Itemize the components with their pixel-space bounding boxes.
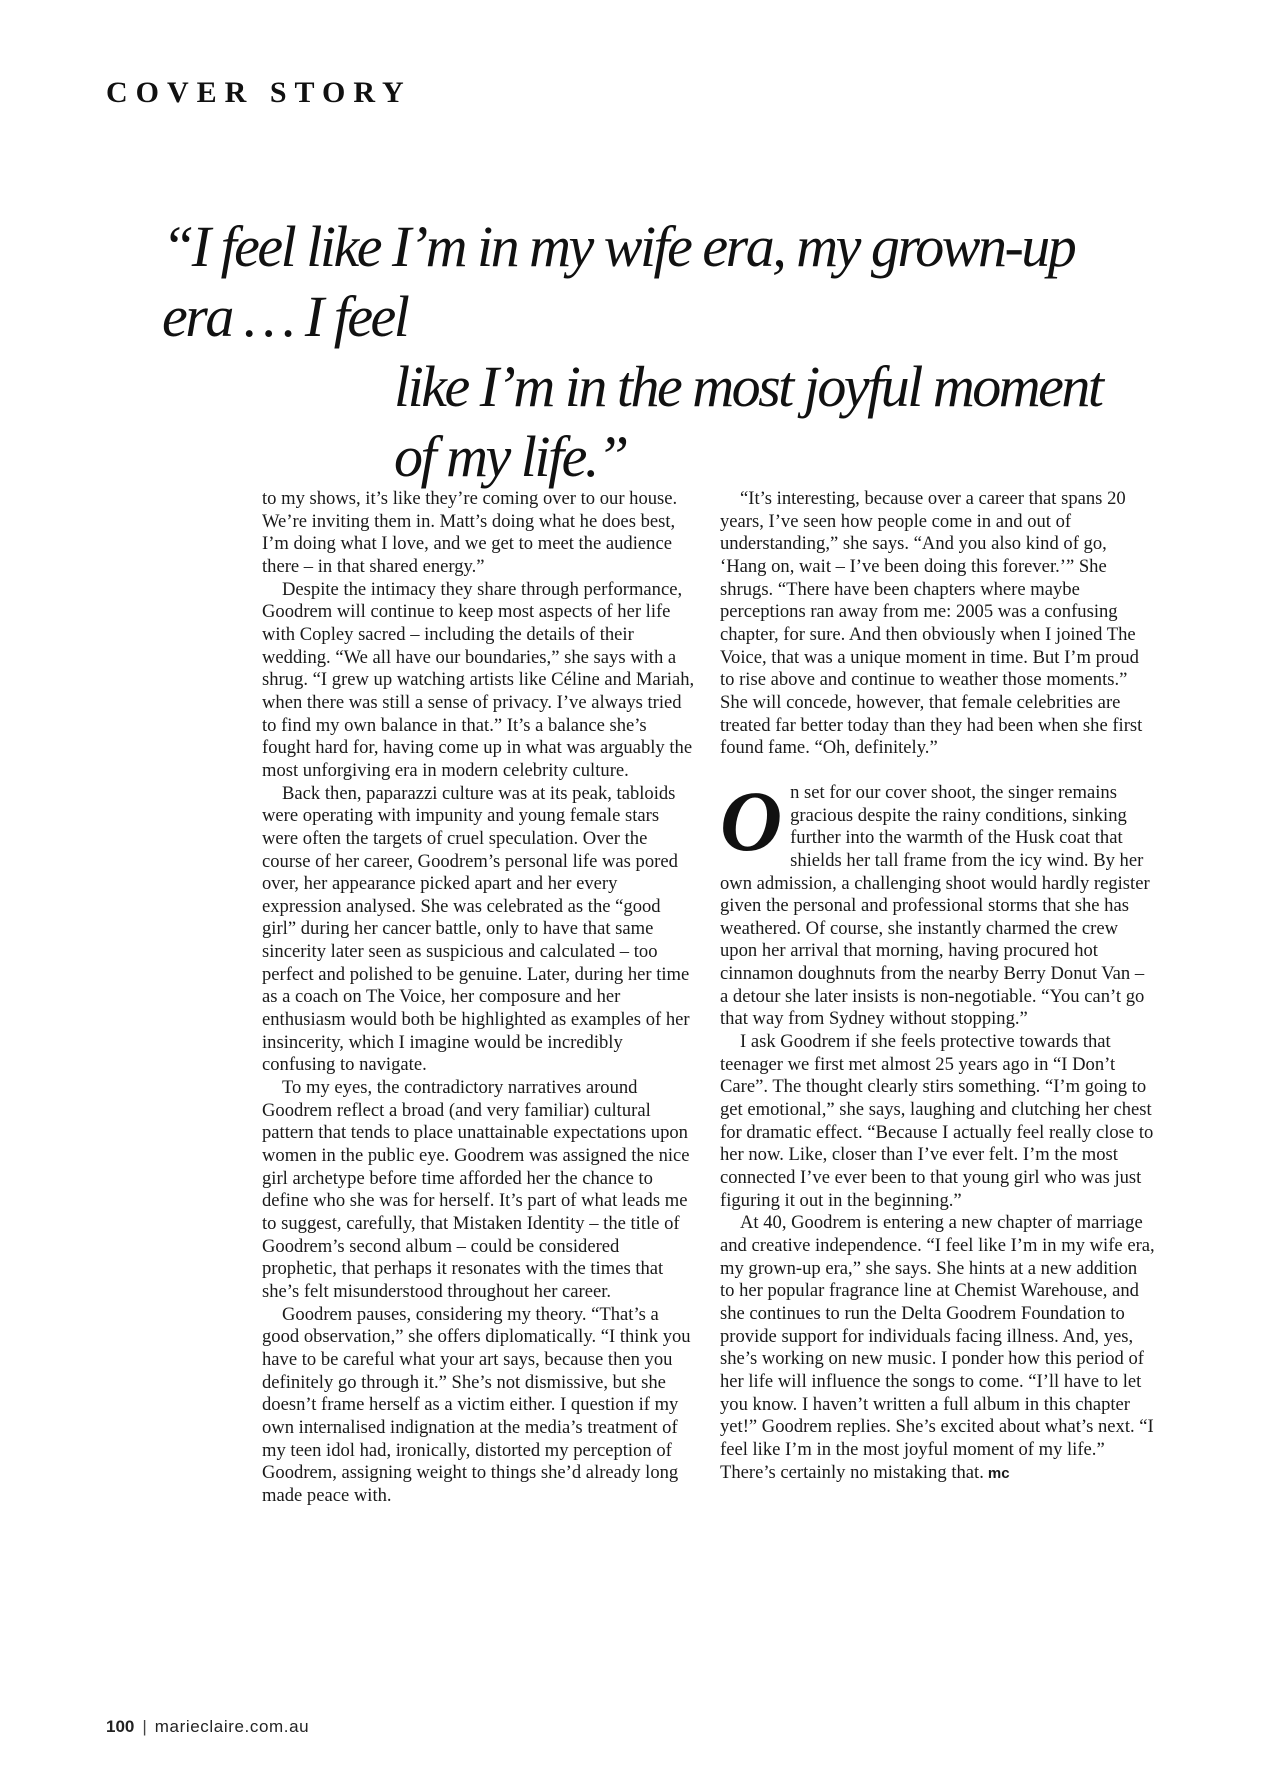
article-paragraph: To my eyes, the contradictory narratives around Goodrem reflect a broad (and very familiar) cultural pattern that tends to place unattainable expectations upon women in the public eye. Goodrem was assigned the nice girl archetype before time afforded her the chance to define who she was for herself. It’s part of what leads me to suggest, carefully, that Mistaken Identity – the title of Goodrem’s second album – could be considered prophetic, that perhaps it resonates with the times that she’s felt misunderstood throughout her career. <box>262 1077 690 1302</box>
drop-cap-paragraph-text: n set for our cover shoot, the singer remains gracious despite the rainy conditions, sinking further into the warmth of the Husk coat that shields her tall frame from the icy wind. By her own admission, a challenging shoot would hardly register given the personal and professional storms that she has weathered. Of course, she instantly charmed the crew upon her arrival that morning, having procured hot cinnamon doughnuts from the nearby Berry Donut Van – a detour she later insists is non-negotiable. “You can’t go that way from Sydney without stopping.” <box>720 781 1150 1030</box>
section-label: COVER STORY <box>106 76 412 109</box>
article-paragraph: “It’s interesting, because over a career that spans 20 years, I’ve seen how people come in and out of understanding,” she says. “And you also kind of go, ‘Hang on, wait – I’ve been doing this forever.’” She shrugs. “There have been chapters where maybe perceptions ran away from me: 2005 was a confusing chapter, for sure. And then obviously when I joined The Voice, that was a unique moment in time. But I’m proud to rise above and continue to weather those moments.” She will concede, however, that female celebrities are treated far better today than they had been when she first found fame. “Oh, definitely.” <box>720 488 1143 759</box>
pull-quote-line-1: “I feel like I’m in my wife era, my grown-up era … I feel <box>162 214 1075 349</box>
pull-quote <box>130 212 1140 492</box>
article-column-right <box>720 488 1156 1485</box>
article-column-left <box>262 488 698 1508</box>
drop-cap: O <box>720 772 783 869</box>
article-closing-text: At 40, Goodrem is entering a new chapter of marriage and creative independence. “I feel like I’m in my wife era, my grown-up era,” she says. She hints at a new addition to her popular fragrance line at Chemist Warehouse, and she continues to run the Delta Goodrem Foundation to provide support for individuals facing illness. And, yes, she’s working on new music. I ponder how this period of her life will influence the songs to come. “I’ll have to let you know. I haven’t written a full album in this chapter yet!” Goodrem replies. She’s excited about what’s next. “I feel like I’m in the most joyful moment of my life.” There’s certainly no mistaking that. <box>720 1212 1155 1483</box>
article-paragraph: to my shows, it’s like they’re coming over to our house. We’re inviting them in. Matt’s doing what he does best, I’m doing what I love, and we get to meet the audience there – in that shared energy.” <box>262 488 678 577</box>
article-paragraph: Back then, paparazzi culture was at its peak, tabloids were operating with impunity and young female stars were often the targets of cruel speculation. Over the course of her career, Goodrem’s personal life was pored over, her appearance picked apart and her every expression analysed. She was celebrated as the “good girl” during her cancer battle, only to have that same sincerity later seen as suspicious and calculated – too perfect and polished to be genuine. Later, during her time as a coach on The Voice, her composure and her enthusiasm would both be highlighted as examples of her insincerity, which I imagine would be incredibly confusing to navigate. <box>262 782 690 1076</box>
pull-quote-line-2: like I’m in the most joyful moment of my life.” <box>394 354 1102 489</box>
article-paragraph: Despite the intimacy they share through performance, Goodrem will continue to keep most aspects of her life with Copley sacred – including the details of their wedding. “We all have our boundaries,” she says with a shrug. “I grew up watching artists like Céline and Mariah, when there was still a sense of privacy. I’ve always tried to find my own balance in that.” It’s a balance she’s fought hard for, having come up in what was arguably the most unforgiving era in modern celebrity culture. <box>262 578 695 781</box>
article-paragraph: Goodrem pauses, considering my theory. “That’s a good observation,” she offers diplomatically. “I think you have to be careful what your art says, because then you definitely go through it.” She’s not dismissive, but she doesn’t frame herself as a victim either. I question if my own internalised indignation at the media’s treatment of my teen idol had, ironically, distorted my perception of Goodrem, assigning weight to things she’d already long made peace with. <box>262 1303 691 1506</box>
site-url: marieclaire.com.au <box>154 1717 310 1736</box>
article-paragraph-section-start <box>720 772 1156 1031</box>
article-paragraph <box>720 1212 1156 1485</box>
footer-separator: | <box>142 1717 147 1736</box>
page-footer <box>106 1717 309 1737</box>
end-mark-logo: mc <box>987 1464 1010 1482</box>
article-paragraph: I ask Goodrem if she feels protective towards that teenager we first met almost 25 years ago in “I Don’t Care”. The thought clearly stirs something. “I’m going to get emotional,” she says, laughing and clutching her chest for dramatic effect. “Because I actually feel really close to her now. Like, closer than I’ve ever felt. I’m the most connected I’ve ever been to that young girl who was just figuring it out in the beginning.” <box>720 1031 1154 1211</box>
page-number: 100 <box>106 1717 135 1736</box>
